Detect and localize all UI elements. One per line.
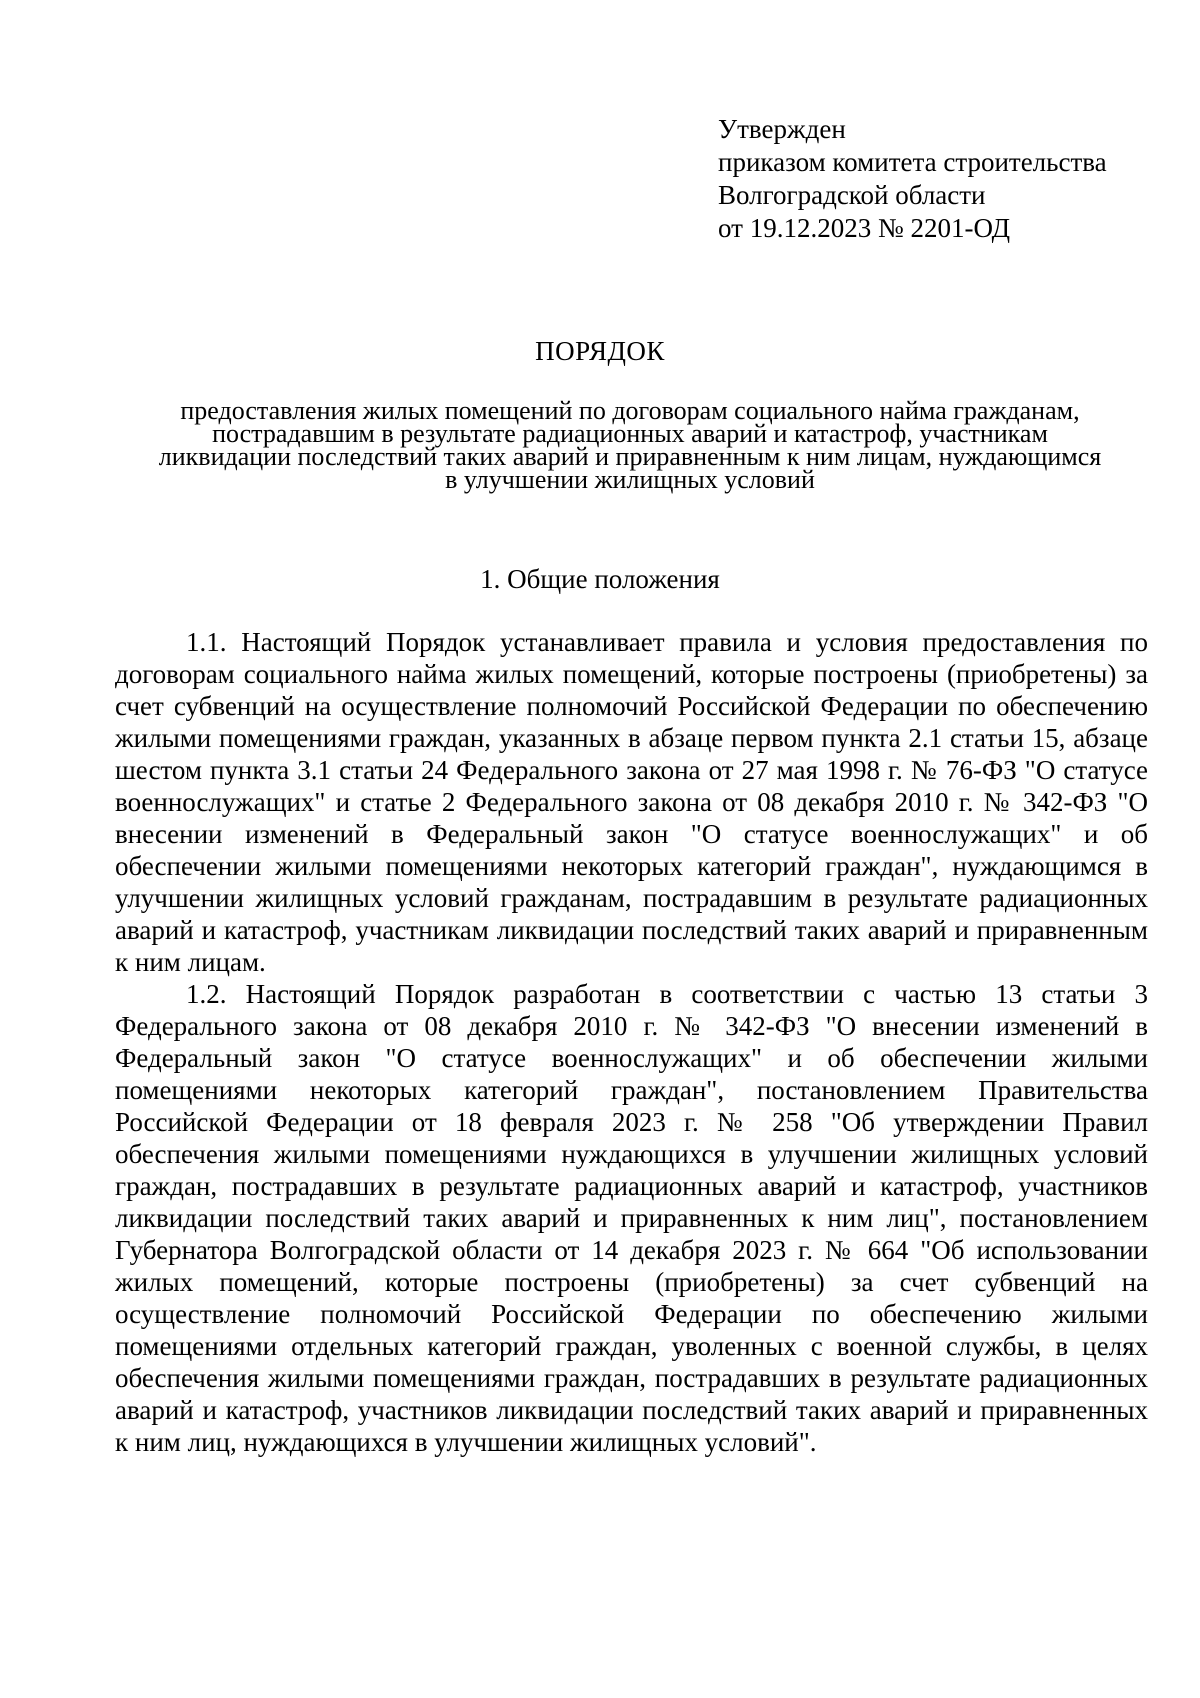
paragraph-1-2: 1.2. Настоящий Порядок разработан в соответствии с частью 13 статьи 3 Федерального закона от 08 декабря 2010 г. № 342-ФЗ "О внесении изменений в Федеральный закон "О статусе военнослужащих" и об обеспечении жилыми помещениями некоторых категорий граждан", постановлением Правительства Российской Федерации от 18 февраля 2023 г. № 258 "Об утверждении Правил обеспечения жилыми помещениями нуждающихся в улучшении жилищных условий граждан, пострадавших в результате радиационных аварий и катастроф, участников ликвидации последствий таких аварий и приравненных к ним лиц", постановлением Губернатора Волгоградской области от 14 декабря 2023 г. № 664 "Об использовании жилых помещений, которые построены (приобретены) за счет субвенций на осуществление полномочий Российской Федерации по обеспечению жилыми помещениями отдельных категорий граждан, уволенных с военной службы, в целях обеспечения жилыми помещениями граждан, пострадавших в результате радиационных аварий и катастроф, участников ликвидации последствий таких аварий и приравненных к ним лиц, нуждающихся в улучшении жилищных условий". — [115, 979, 1148, 1457]
document-title: ПОРЯДОК — [535, 336, 665, 366]
approval-line: приказом комитета строительства — [718, 147, 1107, 177]
approval-line: Волгоградской области — [718, 180, 986, 210]
section-body — [115, 626, 1148, 1458]
document-subtitle — [110, 396, 1150, 494]
subtitle-line: в улучшении жилищных условий — [445, 465, 815, 494]
subtitle-line: ликвидации последствий таких аварий и приравненным к ним лицам, нуждающимся — [158, 442, 1102, 471]
paragraph-1-1: 1.1. Настоящий Порядок устанавливает правила и условия предоставления по договорам социального найма жилых помещений, которые построены (приобретены) за счет субвенций на осуществление полномочий Российской Федерации по обеспечению жилыми помещениями граждан, указанных в абзаце первом пункта 2.1 статьи 15, абзаце шестом пункта 3.1 статьи 24 Федерального закона от 27 мая 1998 г. № 76-ФЗ "О статусе военнослужащих" и статье 2 Федерального закона от 08 декабря 2010 г. № 342-ФЗ "О внесении изменений в Федеральный закон "О статусе военнослужащих" и об обеспечении жилыми помещениями некоторых категорий граждан", нуждающимся в улучшении жилищных условий гражданам, пострадавшим в результате радиационных аварий и катастроф, участникам ликвидации последствий таких аварий и приравненным к ним лицам. — [115, 627, 1148, 977]
approval-line: от 19.12.2023 № 2201-ОД — [718, 213, 1011, 243]
subtitle-line: пострадавшим в результате радиационных аварий и катастроф, участникам — [212, 419, 1048, 448]
approval-stamp — [718, 113, 1107, 245]
subtitle-line: предоставления жилых помещений по договорам социального найма гражданам, — [180, 396, 1080, 425]
approval-line: Утвержден — [718, 114, 846, 144]
section-heading: 1. Общие положения — [480, 564, 720, 594]
